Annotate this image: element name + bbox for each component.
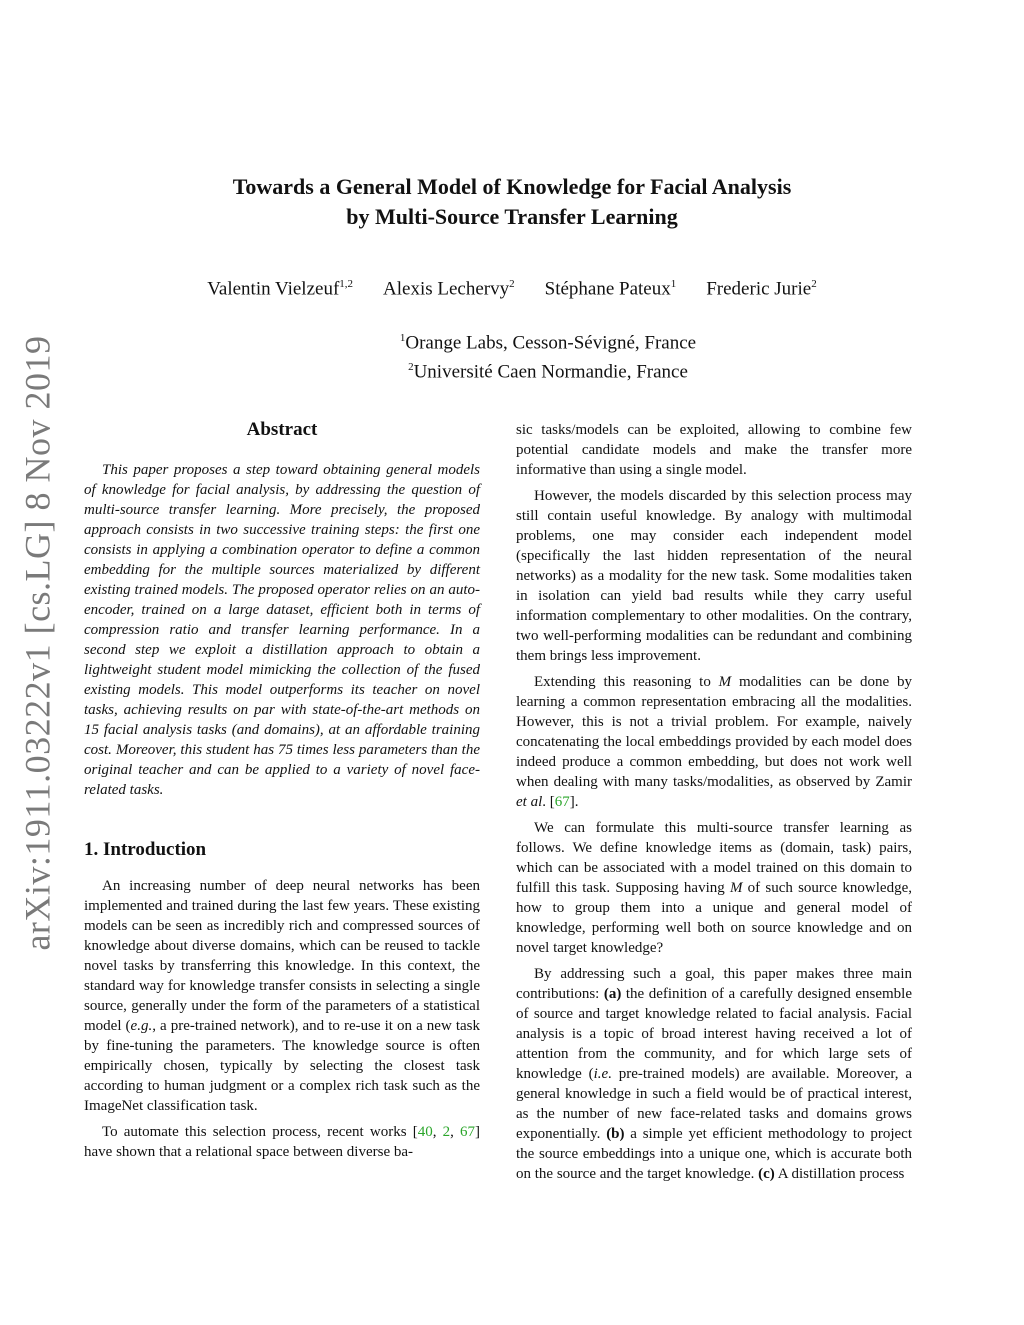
author-name: Valentin Vielzeuf — [207, 278, 340, 300]
math-symbol: M — [718, 674, 732, 690]
text-run-italic: e.g. — [130, 1018, 153, 1034]
affiliation-text: Orange Labs, Cesson-Sévigné, France — [405, 332, 697, 354]
text-run: ] have shown that a relational space between diverse ba- — [84, 1124, 481, 1160]
text-run: A distillation process — [774, 1166, 905, 1182]
intro-paragraph-1 — [84, 876, 480, 1116]
text-run: By addressing such a goal, this paper makes three main contributions: — [516, 966, 912, 1002]
title-line-2: by Multi-Source Transfer Learning — [346, 204, 678, 229]
paragraph — [516, 818, 912, 958]
text-run: We can formulate this multi-source transfer learning as follows. We define knowledge items as (domain, task) pairs, which can be associated with a model trained on this domain to fulfill this task. Supposing having — [516, 820, 912, 896]
author-name: Frederic Jurie — [706, 278, 812, 300]
text-run: pre-trained models) are available. Moreover, a general knowledge in such a field would be of practical interest, as the number of new face-related tasks and domains grows exponentially. — [516, 1066, 913, 1142]
text-run-italic: et al — [516, 794, 543, 810]
citation-link[interactable]: 67 — [460, 1124, 476, 1140]
author-affiliation-mark: 2 — [509, 278, 515, 290]
contribution-label: (c) — [758, 1166, 775, 1182]
author — [207, 278, 353, 300]
contribution-label: (a) — [603, 986, 622, 1002]
author-name: Alexis Lechervy — [383, 278, 510, 300]
affiliation — [0, 355, 1024, 384]
author-name: Stéphane Pateux — [544, 278, 671, 300]
arxiv-stamp — [18, 334, 58, 951]
author — [545, 278, 677, 300]
text-run: the definition of a carefully designed ensemble of source and target knowledge related to facial analysis. Facial analysis is a topic of broad interest having received a lot of attention from the community, and for which large sets of knowledge ( — [516, 986, 912, 1082]
abstract-text: This paper proposes a step toward obtaining general models of knowledge for facial analysis, by addressing the question of multi-source transfer learning. More precisely, the proposed approach consists in two successive training steps: the first one consists in applying a combination operator to define a common embedding for the multiple sources materialized by different existing trained models. The proposed operator relies on an auto-encoder, trained on a large dataset, efficient both in terms of compression ratio and transfer learning performance. In a second step we exploit a distillation approach to obtain a lightweight student model mimicking the collection of the fused existing models. This model outperforms its teacher on novel tasks, achieving results on par with state-of-the-art methods on 15 facial analysis tasks (and domains), at an affordable training cost. Moreover, this student has 75 times less parameters than the original teacher and can be applied to a variety of novel face-related tasks. — [84, 462, 480, 798]
text-run: a simple yet efficient methodology to project the source embeddings into a unique one, which is accurate both on the source and the target knowledge. — [516, 1126, 912, 1182]
right-column — [516, 420, 912, 1190]
title-line-1: Towards a General Model of Knowledge for Facial Analysis — [232, 174, 792, 199]
paragraph — [516, 964, 912, 1184]
text-run: An increasing number of deep neural networks has been implemented and trained during the last few years. These existing models can be seen as incredibly rich and compressed sources of knowledge about diverse domains, which can be reused to tackle novel tasks by transferring this knowledge. In this context, the standard way for knowledge transfer consists in selecting a single source, generally under the form of the parameters of a statistical model ( — [84, 878, 480, 1034]
text-run: . [ — [542, 794, 555, 810]
text-run: To automate this selection process, recent works [ — [102, 1124, 418, 1140]
arxiv-stamp-text: arXiv:1911.03222v1 [cs.LG] 8 Nov 2019 — [18, 334, 58, 951]
math-symbol: M — [729, 880, 743, 896]
intro-paragraph-2 — [84, 1122, 480, 1162]
abstract-heading: Abstract — [246, 419, 318, 440]
text-run-italic: i.e. — [593, 1066, 612, 1082]
author-affiliation-mark: 1 — [670, 278, 677, 290]
paragraph — [516, 672, 912, 812]
author-list — [0, 278, 1024, 300]
author — [706, 278, 816, 300]
affiliation-mark: 1 — [399, 332, 406, 344]
contribution-label: (b) — [606, 1126, 625, 1142]
citation-link[interactable]: 67 — [554, 794, 570, 810]
affiliation-list — [0, 326, 1024, 385]
section-heading-introduction: 1. Introduction — [84, 839, 207, 860]
paragraph: However, the models discarded by this selection process may still contain useful knowledge. By analogy with multimodal problems, one may consider each independent model (specifically the last hidden representation of the neural networks) as a modality for the new task. Some modalities taken in isolation can yield bad results while they carry useful information complementary to other modalities. On the contrary, two well-performing modalities can be redundant and combining them brings less improvement. — [516, 488, 912, 664]
text-run: , a pre-trained network), and to re-use it on a new task by fine-tuning the parameters. The knowledge source is often empirically chosen, typically by selecting the closest task according to human judgment or a complex rich task such as the ImageNet classification task. — [84, 1018, 480, 1114]
text-run: , — [450, 1124, 461, 1140]
text-run: Extending this reasoning to — [534, 674, 719, 690]
left-column — [84, 418, 480, 1168]
affiliation-mark: 2 — [408, 361, 414, 374]
paper-title — [0, 172, 1024, 232]
citation-link[interactable]: 2 — [442, 1124, 451, 1140]
author-affiliation-mark: 1,2 — [339, 278, 354, 290]
affiliation — [0, 326, 1024, 355]
citation-link[interactable]: 40 — [417, 1124, 433, 1140]
text-run: , — [432, 1124, 443, 1140]
affiliation-text: Université Caen Normandie, France — [413, 361, 688, 383]
paragraph-continued: sic tasks/models can be exploited, allowing to combine few potential candidate models and make the transfer more informative than using a single model. — [516, 422, 912, 478]
author-affiliation-mark: 2 — [811, 278, 817, 290]
text-run: modalities can be done by learning a common representation embracing all the modalities. However, this is not a trivial problem. For example, naively concatenating the local embeddings provided by each model does indeed produce a common embedding, but does not work well when dealing with many tasks/modalities, as observed by Zamir — [516, 674, 912, 790]
text-run: of such source knowledge, how to group them into a unique and general model of knowledge, performing well both on source knowledge and on novel target knowledge? — [516, 880, 912, 956]
text-run: ]. — [569, 794, 579, 810]
author — [383, 278, 515, 300]
